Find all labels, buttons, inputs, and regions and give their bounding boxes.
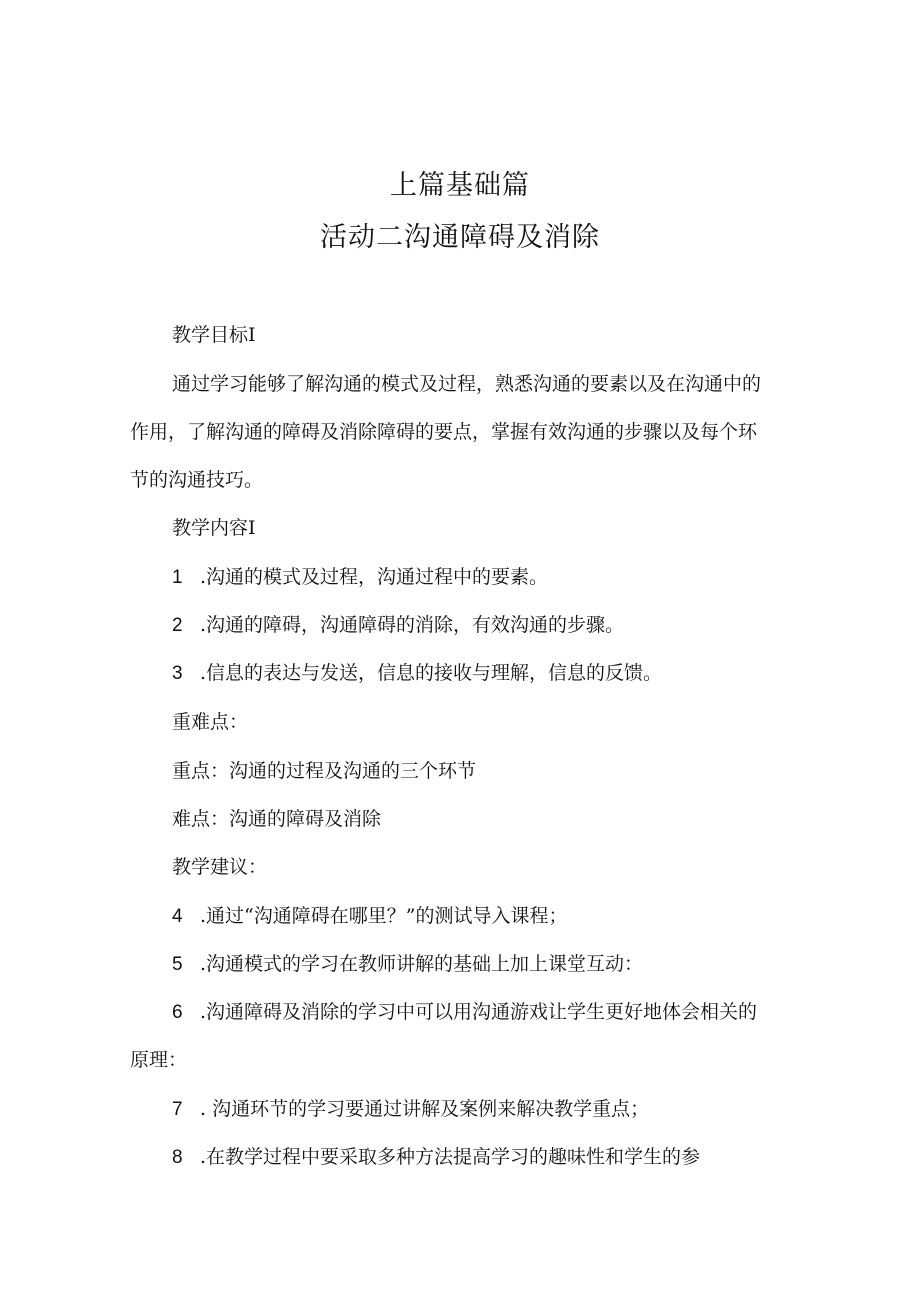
goals-paragraph-line: 通过学习能够了解沟通的模式及过程，熟悉沟通的要素以及在沟通中的 bbox=[172, 373, 762, 395]
list-number: 5 bbox=[172, 954, 183, 975]
goals-heading: 教学目标I bbox=[172, 324, 256, 346]
list-number: 2 bbox=[172, 615, 183, 636]
list-item-text: .信息的表达与发送，信息的接收与理解，信息的反馈。 bbox=[200, 662, 663, 684]
focus-heading: 重难点： bbox=[172, 711, 249, 733]
list-number: 7 bbox=[172, 1099, 183, 1120]
advice-item-6 bbox=[172, 999, 757, 1026]
list-item-text: . 沟通环节的学习要通过讲解及案例来解决教学重点； bbox=[200, 1098, 650, 1120]
list-item-text: .沟通模式的学习在教师讲解的基础上加上课堂互动： bbox=[200, 953, 644, 975]
advice-item-5 bbox=[172, 951, 643, 978]
list-item-text: .通过“沟通障碍在哪里？”的测试导入课程； bbox=[200, 905, 568, 927]
focus-difficult-point: 难点：沟通的障碍及消除 bbox=[172, 808, 382, 830]
advice-item-6-continuation: 原理： bbox=[130, 1049, 188, 1071]
list-item-text: .在教学过程中要采取多种方法提高学习的趣味性和学生的参 bbox=[200, 1146, 701, 1168]
list-number: 3 bbox=[172, 663, 183, 684]
page-subtitle: 活动二沟通障碍及消除 bbox=[320, 222, 600, 253]
page-title: 上篇基础篇 bbox=[390, 170, 530, 201]
list-number: 8 bbox=[172, 1147, 183, 1168]
list-item-text: .沟通的障碍，沟通障碍的消除，有效沟通的步骤。 bbox=[200, 614, 625, 636]
list-number: 4 bbox=[172, 906, 183, 927]
content-item-1 bbox=[172, 564, 548, 591]
list-item-text: .沟通的模式及过程，沟通过程中的要素。 bbox=[200, 566, 549, 588]
goals-paragraph-line: 作用，了解沟通的障碍及消除障碍的要点，掌握有效沟通的步骤以及每个环 bbox=[130, 421, 758, 443]
advice-item-7 bbox=[172, 1096, 649, 1123]
list-number: 6 bbox=[172, 1002, 183, 1023]
focus-key-point: 重点：沟通的过程及沟通的三个环节 bbox=[172, 760, 477, 782]
content-item-2 bbox=[172, 612, 624, 639]
advice-item-4 bbox=[172, 903, 567, 930]
list-item-text: .沟通障碍及消除的学习中可以用沟通游戏让学生更好地体会相关的 bbox=[200, 1001, 758, 1023]
content-item-3 bbox=[172, 660, 662, 687]
goals-paragraph-line: 节的沟通技巧。 bbox=[130, 469, 264, 491]
advice-item-8 bbox=[172, 1144, 700, 1171]
list-number: 1 bbox=[172, 567, 183, 588]
advice-heading: 教学建议： bbox=[172, 856, 268, 878]
content-heading: 教学内容I bbox=[172, 517, 256, 539]
